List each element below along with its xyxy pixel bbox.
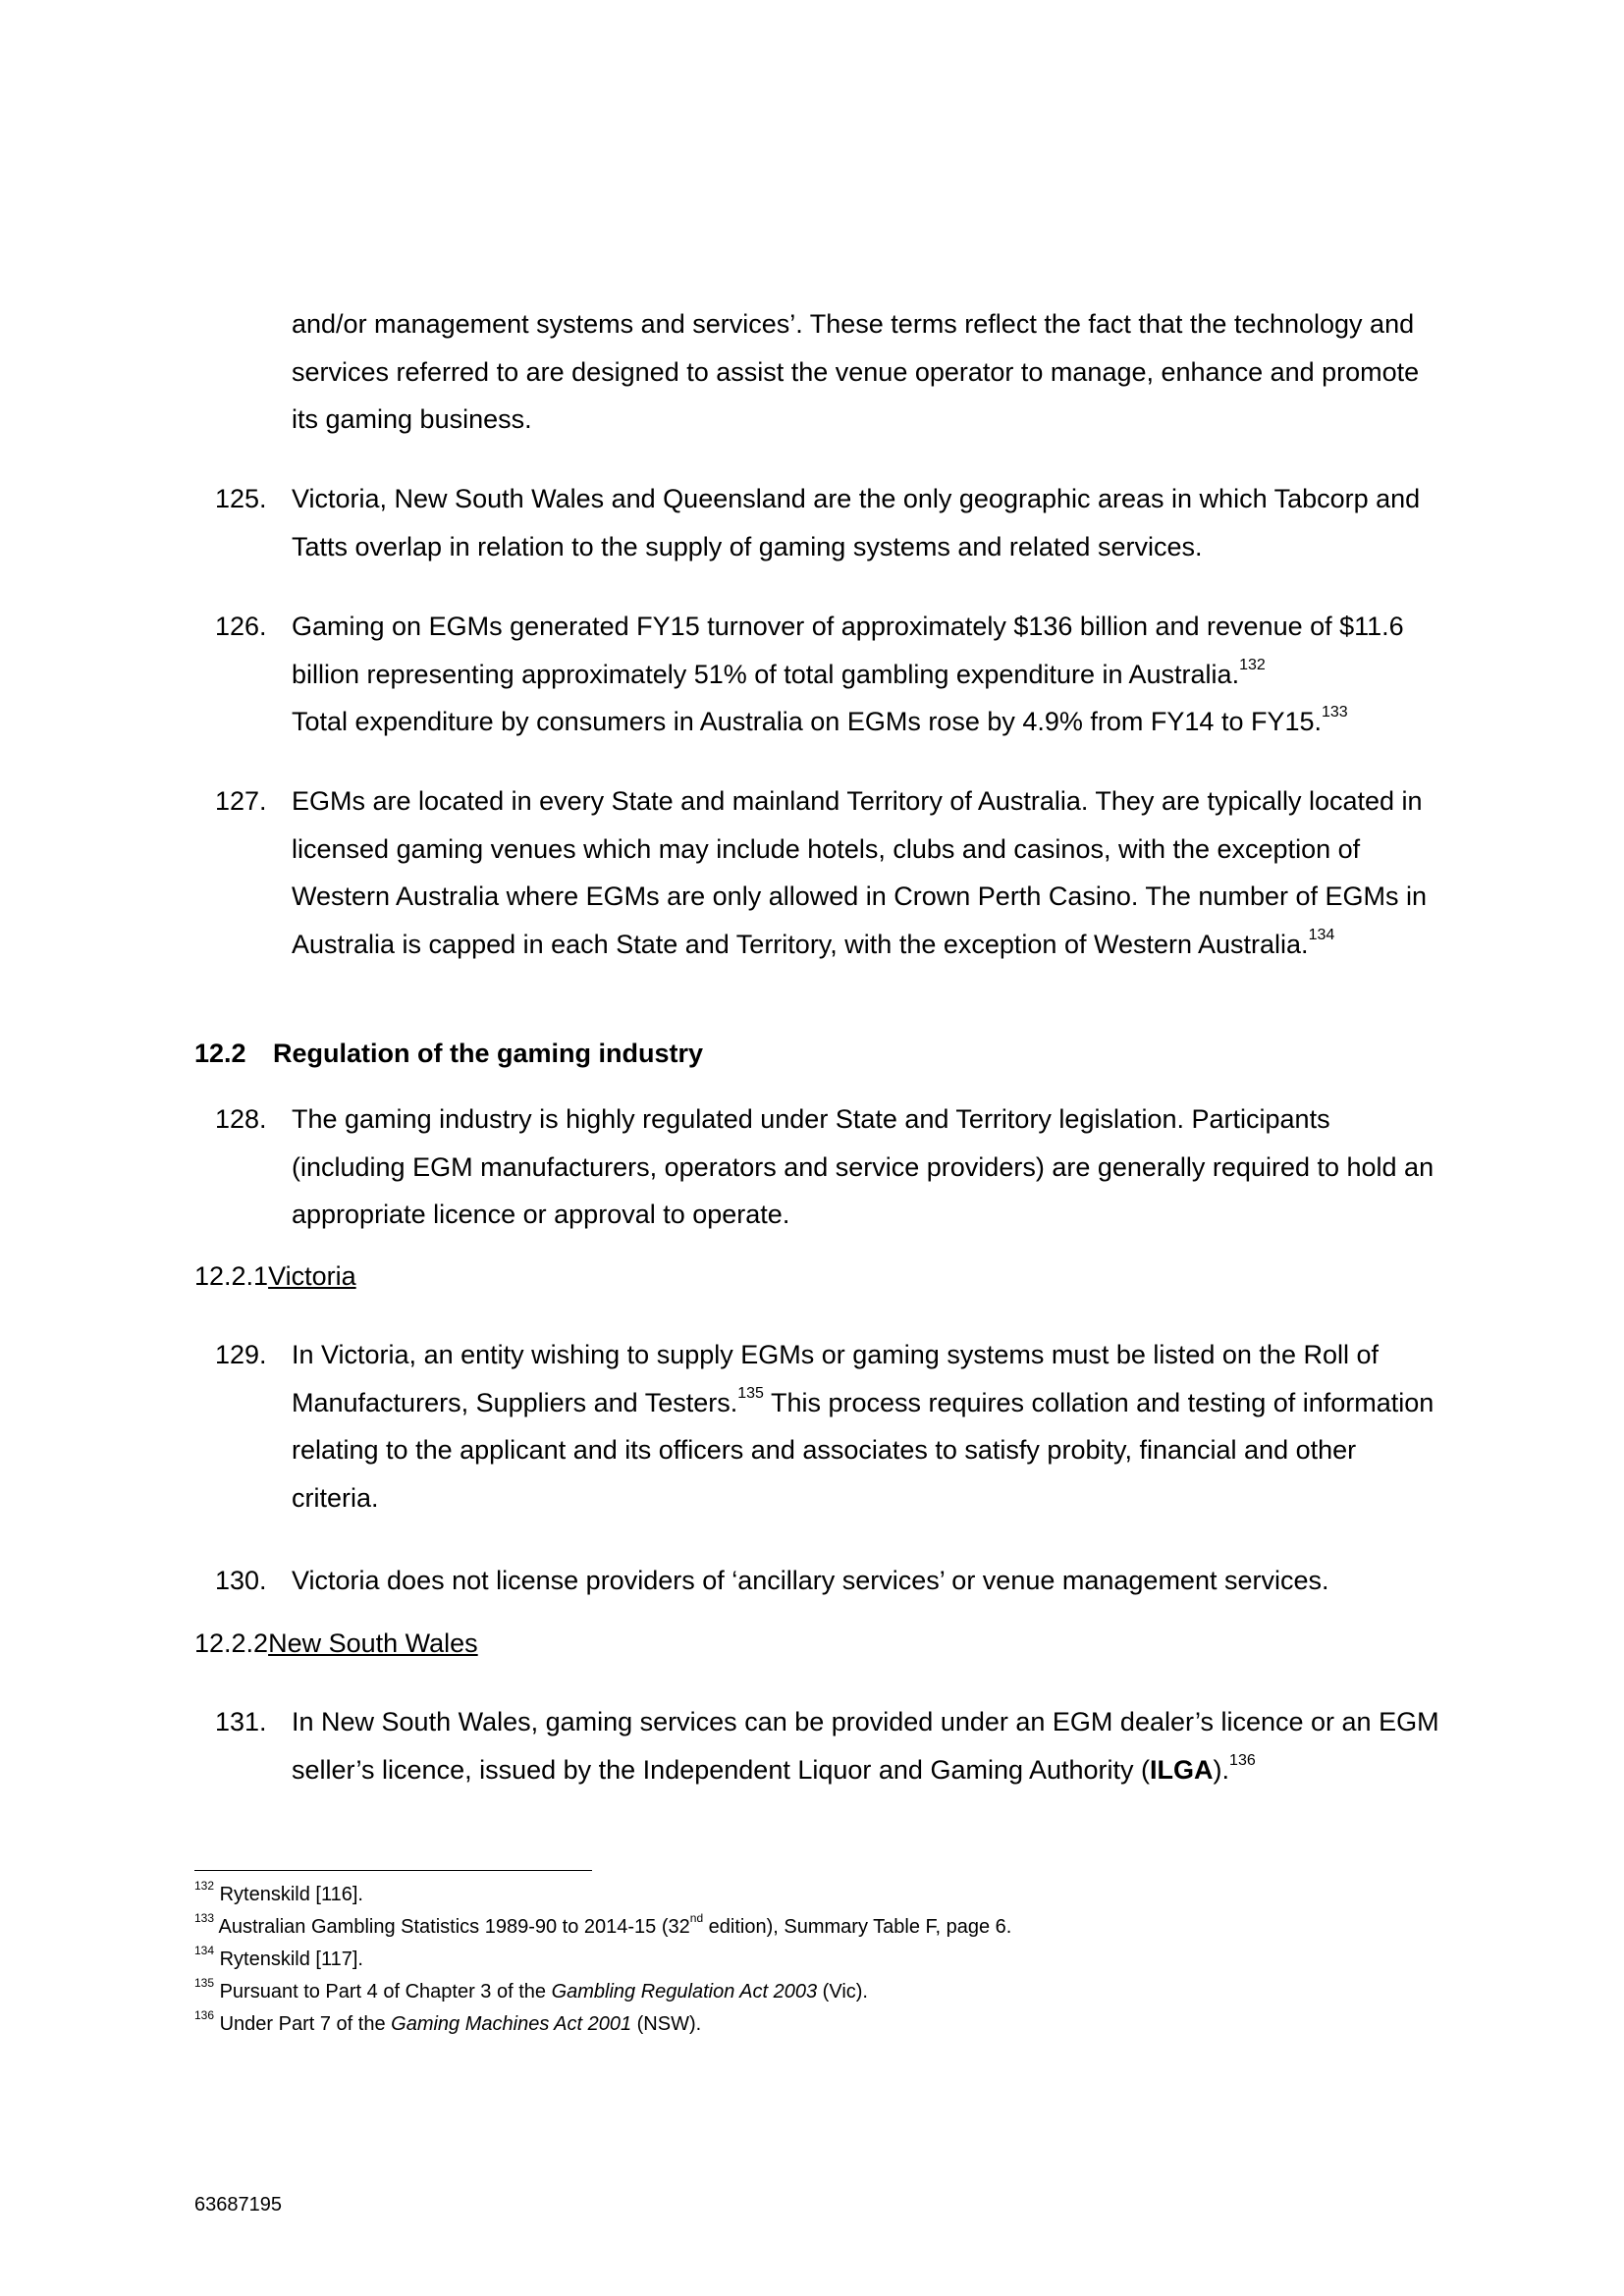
footnote-text: Under Part 7 of the [219, 2013, 392, 2035]
paragraph-126 [215, 603, 1450, 746]
paragraph-number: 128. [215, 1104, 267, 1134]
section-number: 12.2 [194, 1039, 246, 1068]
paragraph-text: In Victoria, an entity wishing to supply EGMs or gaming systems must be listed on the Roll of Manufacturers, Suppliers and Testers. [292, 1340, 1379, 1417]
defined-term: ILGA [1150, 1754, 1214, 1785]
paragraph-text: ). [1213, 1754, 1230, 1785]
subsection-heading-new-south-wales [194, 1629, 478, 1659]
footnote-number: 136 [194, 2008, 215, 2023]
subsection-title: New South Wales [268, 1629, 478, 1658]
footnote-number: 132 [194, 1879, 215, 1894]
paragraph-text: Victoria, New South Wales and Queensland are the only geographic areas in which Tabcorp and Tatts overlap in relation to the supply of gaming systems and related services. [292, 484, 1421, 561]
section-title: Regulation of the gaming industry [273, 1039, 703, 1068]
paragraph-number: 127. [215, 786, 267, 816]
footnote-text: Rytenskild [117]. [219, 1949, 363, 1970]
footnote-134 [194, 1944, 363, 1976]
footnote-text: Rytenskild [116]. [219, 1884, 363, 1905]
paragraph-number: 130. [215, 1566, 267, 1595]
footnote-reference[interactable]: 135 [737, 1384, 764, 1402]
act-title: Gaming Machines Act 2001 [391, 2013, 632, 2035]
footnote-reference[interactable]: 134 [1308, 926, 1335, 943]
footnote-text: Pursuant to Part 4 of Chapter 3 of the [219, 1981, 552, 2002]
paragraph-128 [215, 1095, 1450, 1239]
subsection-heading-victoria [194, 1261, 356, 1292]
paragraph-131 [215, 1698, 1450, 1793]
footnote-reference[interactable]: 133 [1322, 704, 1348, 721]
paragraph-text: Total expenditure by consumers in Australia on EGMs rose by 4.9% from FY14 to FY15. [292, 707, 1322, 736]
subsection-number: 12.2.1 [194, 1261, 269, 1291]
paragraph-127 [215, 777, 1450, 968]
paragraph-text: Victoria does not license providers of ‘ancillary services’ or venue management services. [292, 1566, 1329, 1595]
footnote-number: 133 [194, 1911, 215, 1926]
paragraph-text: The gaming industry is highly regulated under State and Territory legislation. Participants (including EGM manufacturers, operators and service providers) are generally required to hold an appropriate licence or approval to operate. [292, 1104, 1435, 1229]
footnote-text: (NSW). [631, 2013, 702, 2035]
paragraph-text: and/or management systems and services’. These terms reflect the fact that the technology and services referred to are designed to assist the venue operator to manage, enhance and promote its gaming business. [292, 309, 1420, 434]
footnote-132 [194, 1879, 363, 1911]
footnote-136 [194, 2008, 701, 2041]
footnote-text: Australian Gambling Statistics 1989-90 to 2014-15 (32 [218, 1916, 690, 1938]
footnote-text: (Vic). [817, 1981, 868, 2002]
footnote-reference[interactable]: 132 [1239, 656, 1266, 673]
act-title: Gambling Regulation Act 2003 [551, 1981, 818, 2002]
subsection-number: 12.2.2 [194, 1629, 269, 1658]
footnote-number: 134 [194, 1944, 215, 1958]
paragraph-125 [215, 475, 1450, 570]
footnote-133 [194, 1911, 1011, 1944]
footnote-text: edition), Summary Table F, page 6. [703, 1916, 1012, 1938]
ordinal-suffix: nd [689, 1911, 704, 1926]
paragraph-129 [215, 1331, 1450, 1522]
footnote-135 [194, 1976, 868, 2008]
footnote-separator [194, 1870, 592, 1871]
subsection-title: Victoria [268, 1261, 356, 1291]
section-heading-12-2 [194, 1039, 703, 1069]
paragraph-text: This process requires collation and testing of information relating to the applicant and its officers and associates to satisfy probity, financial and other criteria. [292, 1387, 1435, 1513]
footnote-number: 135 [194, 1976, 215, 1991]
paragraph-124-continued [292, 300, 1450, 444]
paragraph-text: In New South Wales, gaming services can be provided under an EGM dealer’s licence or an EGM seller’s licence, issued by the Independent Liquor and Gaming Authority ( [292, 1707, 1439, 1785]
footnote-reference[interactable]: 136 [1229, 1751, 1256, 1769]
paragraph-text: Gaming on EGMs generated FY15 turnover of approximately $136 billion and revenue of $11.6 billion representing approximately 51% of total gambling expenditure in Australia. [292, 612, 1404, 689]
document-id: 63687195 [194, 2194, 282, 2216]
paragraph-number: 125. [215, 484, 267, 513]
paragraph-number: 129. [215, 1340, 267, 1369]
paragraph-text: EGMs are located in every State and mainland Territory of Australia. They are typically located in licensed gaming venues which may include hotels, clubs and casinos, with the exception of Western Australia where EGMs are only allowed in Crown Perth Casino. The number of EGMs in Australia is capped in each State and Territory, with the exception of Western Australia. [292, 786, 1428, 959]
paragraph-130 [215, 1557, 1450, 1605]
paragraph-number: 126. [215, 612, 267, 641]
paragraph-number: 131. [215, 1707, 267, 1736]
